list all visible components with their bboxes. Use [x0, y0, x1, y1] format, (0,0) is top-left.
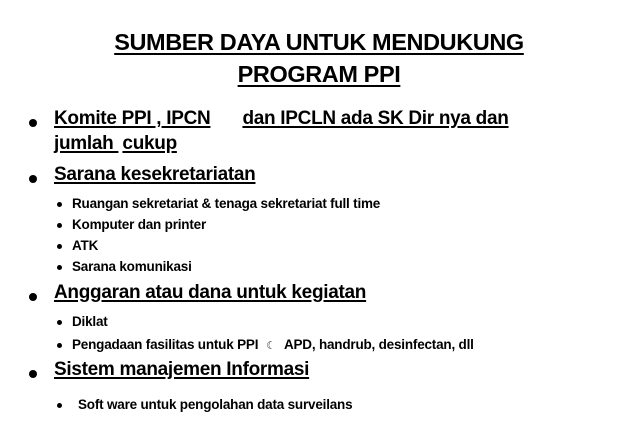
- bullet-icon: [29, 119, 37, 127]
- sub-item-software: Soft ware untuk pengolahan data surveilans: [78, 397, 353, 412]
- sub-bullet-icon: [57, 343, 62, 348]
- sub-bullet-icon: [57, 202, 62, 207]
- apd-text: APD, handrub, desinfectan, dll: [283, 337, 474, 352]
- bullet-item-komite: [54, 107, 509, 131]
- bullet-icon: [29, 370, 37, 378]
- title-line-2: PROGRAM PPI: [237, 61, 401, 87]
- sub-item-ruangan: Ruangan sekretariat & tenaga sekretariat full time: [72, 196, 381, 211]
- slide-title: [0, 26, 638, 90]
- sub-item-komputer: Komputer dan printer: [72, 217, 207, 232]
- sub-bullet-icon: [57, 244, 62, 249]
- sub-bullet-icon: [57, 265, 62, 270]
- bullet-item-sistem: [54, 358, 309, 382]
- bullet-item-anggaran: [54, 281, 366, 305]
- sub-item-pengadaan: [72, 336, 474, 355]
- sub-bullet-icon: [57, 223, 62, 228]
- sistem-label: Sistem manajemen Informasi: [54, 359, 310, 380]
- sub-item-diklat: Diklat: [72, 314, 108, 329]
- bullet-icon: [29, 175, 37, 183]
- bullet-icon: [29, 293, 37, 301]
- title-line-1: SUMBER DAYA UNTUK MENDUKUNG: [114, 29, 524, 55]
- sub-bullet-icon: [57, 320, 62, 325]
- pengadaan-text: Pengadaan fasilitas untuk PPI: [72, 337, 259, 352]
- moon-icon: ☾: [266, 340, 276, 352]
- bullet-item-komite-line2: [54, 132, 177, 156]
- anggaran-label: Anggaran atau dana untuk kegiatan: [54, 282, 367, 303]
- komite-text: Komite PPI , IPCN: [54, 108, 211, 129]
- cukup-text: cukup: [122, 133, 177, 154]
- sub-bullet-icon: [57, 403, 62, 408]
- bullet-item-sarana: [54, 163, 255, 187]
- sarana-label: Sarana kesekretariatan: [54, 164, 256, 185]
- sub-item-atk: ATK: [72, 238, 99, 253]
- sub-item-komunikasi: Sarana komunikasi: [72, 259, 192, 274]
- komite-text-continued: dan IPCLN ada SK Dir nya dan: [242, 108, 509, 129]
- jumlah-text: jumlah: [54, 133, 119, 154]
